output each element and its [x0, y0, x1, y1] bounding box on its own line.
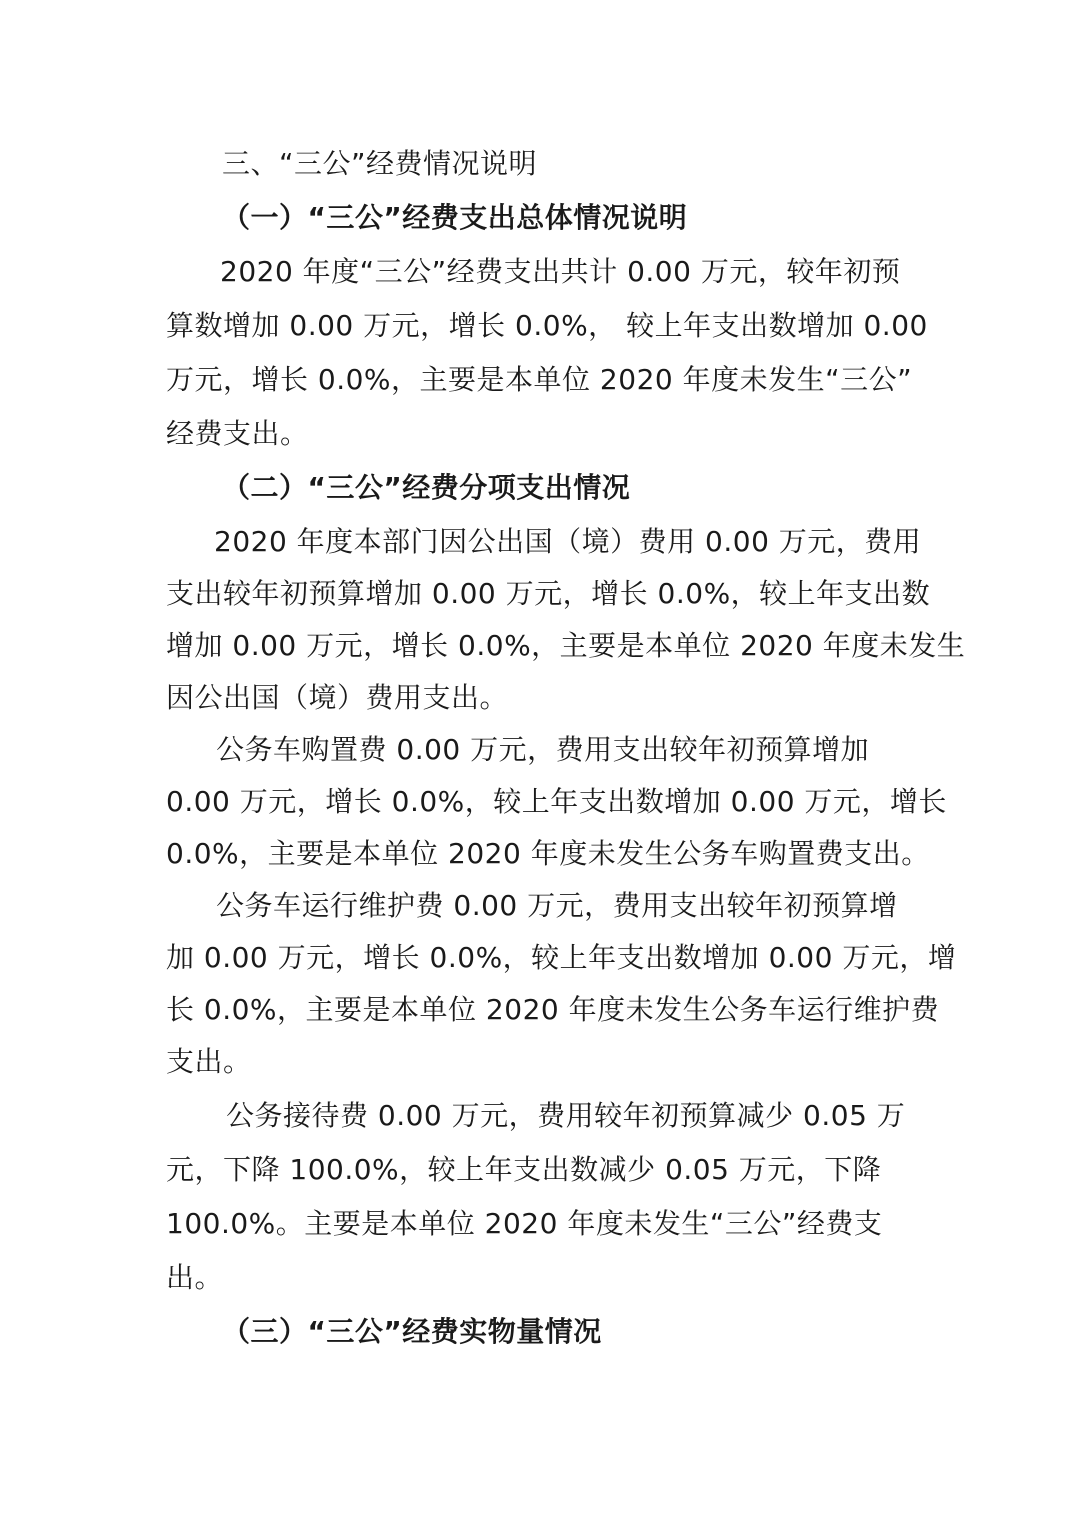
paragraph-line: 0.00 万元，增长 0.0%，较上年支出数增加 0.00 万元，增长 — [166, 785, 947, 818]
paragraph-line: 出。 — [166, 1261, 224, 1294]
paragraph-line: 因公出国（境）费用支出。 — [166, 681, 509, 714]
paragraph-line: 支出。 — [166, 1045, 252, 1078]
subsection-heading-3: （三）“三公”经费实物量情况 — [222, 1315, 602, 1348]
paragraph-line: 公务接待费 0.00 万元，费用较年初预算减少 0.05 万 — [226, 1099, 906, 1132]
paragraph-line: 长 0.0%，主要是本单位 2020 年度未发生公务车运行维护费 — [166, 993, 940, 1026]
paragraph-line: 2020 年度“三公”经费支出共计 0.00 万元，较年初预 — [220, 255, 901, 288]
paragraph-line: 0.0%，主要是本单位 2020 年度未发生公务车购置费支出。 — [166, 837, 930, 870]
section-heading: 三、“三公”经费情况说明 — [222, 147, 538, 180]
paragraph-line: 算数增加 0.00 万元，增长 0.0%， 较上年支出数增加 0.00 — [166, 309, 928, 342]
paragraph-line: 公务车运行维护费 0.00 万元，费用支出较年初预算增 — [216, 889, 898, 922]
paragraph-line: 万元，增长 0.0%，主要是本单位 2020 年度未发生“三公” — [166, 363, 913, 396]
paragraph-line: 经费支出。 — [166, 417, 309, 450]
paragraph-line: 增加 0.00 万元，增长 0.0%，主要是本单位 2020 年度未发生 — [166, 629, 966, 662]
paragraph-line: 公务车购置费 0.00 万元，费用支出较年初预算增加 — [216, 733, 870, 766]
paragraph-line: 2020 年度本部门因公出国（境）费用 0.00 万元，费用 — [214, 525, 922, 558]
paragraph-line: 支出较年初预算增加 0.00 万元，增长 0.0%，较上年支出数 — [166, 577, 931, 610]
subsection-heading-1: （一）“三公”经费支出总体情况说明 — [222, 201, 688, 234]
subsection-heading-2: （二）“三公”经费分项支出情况 — [222, 471, 631, 504]
paragraph-line: 加 0.00 万元，增长 0.0%，较上年支出数增加 0.00 万元，增 — [166, 941, 957, 974]
paragraph-line: 元，下降 100.0%，较上年支出数减少 0.05 万元，下降 — [166, 1153, 882, 1186]
paragraph-line: 100.0%。主要是本单位 2020 年度未发生“三公”经费支 — [166, 1207, 883, 1240]
